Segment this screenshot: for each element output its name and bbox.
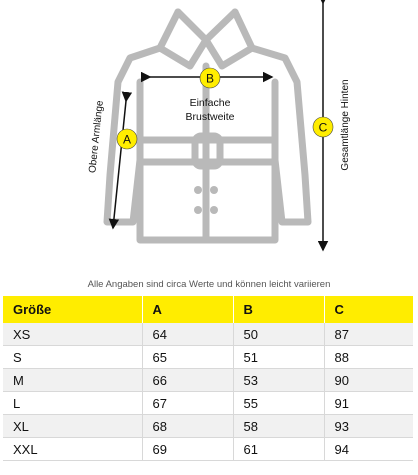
table-row bbox=[3, 415, 413, 438]
table-row bbox=[3, 369, 413, 392]
cell-c: 93 bbox=[324, 415, 413, 438]
cell-a: 65 bbox=[142, 346, 233, 369]
svg-text:B: B bbox=[205, 71, 215, 86]
marker-c bbox=[313, 117, 333, 137]
cell-c: 90 bbox=[324, 369, 413, 392]
header-c: C bbox=[324, 296, 413, 323]
cell-c: 94 bbox=[324, 438, 413, 461]
marker-b bbox=[200, 68, 220, 88]
label-chest-line2: Brustweite bbox=[185, 111, 235, 123]
cell-a: 68 bbox=[142, 415, 233, 438]
cell-b: 55 bbox=[233, 392, 324, 415]
cell-size: L bbox=[3, 392, 142, 415]
table-row bbox=[3, 438, 413, 461]
cell-b: 51 bbox=[233, 346, 324, 369]
cell-size: XS bbox=[3, 323, 142, 346]
cell-b: 50 bbox=[233, 323, 324, 346]
svg-text:C: C bbox=[318, 120, 328, 135]
label-chest-line1: Einfache bbox=[189, 97, 231, 109]
cell-size: XXL bbox=[3, 438, 142, 461]
cell-a: 69 bbox=[142, 438, 233, 461]
table-header-row bbox=[3, 296, 413, 323]
cell-size: S bbox=[3, 346, 142, 369]
cell-b: 58 bbox=[233, 415, 324, 438]
cell-b: 53 bbox=[233, 369, 324, 392]
label-total-length: Gesamtlänge Hinten bbox=[340, 79, 351, 171]
cell-size: M bbox=[3, 369, 142, 392]
cell-b: 61 bbox=[233, 438, 324, 461]
table-row bbox=[3, 323, 413, 346]
coat-outline bbox=[107, 12, 308, 240]
label-upper-arm: Obere Armlänge bbox=[87, 99, 106, 174]
size-table bbox=[3, 296, 413, 461]
cell-a: 67 bbox=[142, 392, 233, 415]
table-row bbox=[3, 392, 413, 415]
marker-a bbox=[117, 129, 137, 149]
cell-a: 66 bbox=[142, 369, 233, 392]
header-a: A bbox=[142, 296, 233, 323]
disclaimer-note: Alle Angaben sind circa Werte und können leicht variieren bbox=[87, 279, 331, 290]
cell-c: 91 bbox=[324, 392, 413, 415]
table-row bbox=[3, 346, 413, 369]
header-b: B bbox=[233, 296, 324, 323]
header-size: Größe bbox=[3, 296, 142, 323]
svg-text:A: A bbox=[122, 132, 132, 147]
cell-c: 87 bbox=[324, 323, 413, 346]
cell-c: 88 bbox=[324, 346, 413, 369]
cell-a: 64 bbox=[142, 323, 233, 346]
cell-size: XL bbox=[3, 415, 142, 438]
